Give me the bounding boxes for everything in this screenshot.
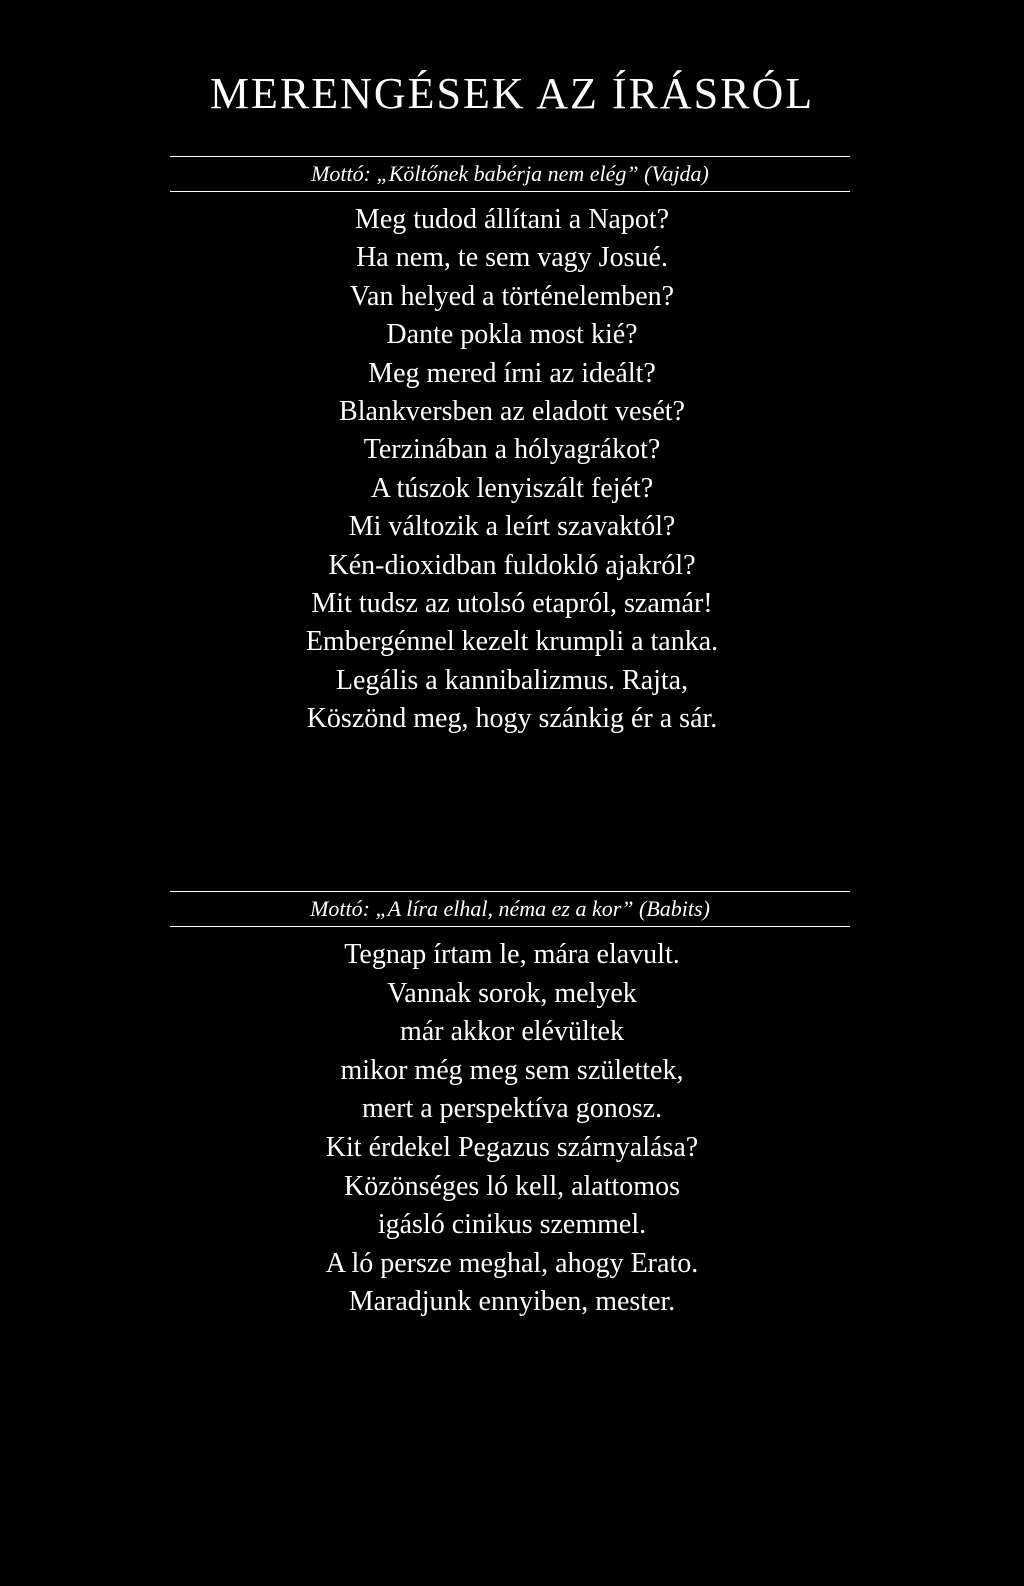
poem-line: Blankversben az eladott vesét? [339, 395, 685, 427]
poem-line: Közönséges ló kell, alattomos [344, 1170, 680, 1202]
poem-line: Köszönd meg, hogy szánkig ér a sár. [306, 703, 718, 735]
motto: Mottó: „A líra elhal, néma ez a kor” (Babits) [310, 896, 710, 921]
poem-line: Mi változik a leírt szavaktól? [348, 511, 676, 543]
poem-line: már akkor elévültek [400, 1016, 624, 1048]
poem-line: Ha nem, te sem vagy Josué. [356, 242, 668, 274]
poem-line: igásló cinikus szemmel. [377, 1209, 647, 1241]
poem-line: Meg mered írni az ideált? [368, 357, 656, 389]
poem-line: Kén-dioxidban fuldokló ajakról? [328, 549, 696, 581]
poem-line: Kit érdekel Pegazus szárnyalása? [325, 1131, 699, 1163]
poem-line: Tegnap írtam le, mára elavult. [344, 939, 680, 970]
poem-line: Mit tudsz az utolsó etapról, szamár! [311, 587, 713, 619]
poem-line: Legális a kannibalizmus. Rajta, [335, 664, 689, 696]
poem-line: Vannak sorok, melyek [387, 977, 637, 1009]
poem-line: Meg tudod állítani a Napot? [354, 204, 670, 235]
motto-block [170, 156, 850, 192]
poem-line: Van helyed a történelemben? [349, 280, 675, 312]
page-title: MERENGÉSEK AZ ÍRÁSRÓL [209, 69, 815, 118]
poem-line: Embergénnel kezelt krumpli a tanka. [305, 626, 719, 658]
motto-block [170, 891, 850, 927]
poem-line: Maradjunk ennyiben, mester. [348, 1286, 676, 1318]
poem-lines [0, 936, 1024, 1322]
poem-line: Terzinában a hólyagrákot? [363, 434, 661, 466]
poem-line: mikor még meg sem születtek, [340, 1054, 684, 1086]
poem-line: Dante pokla most kié? [386, 319, 638, 351]
bottom-rule [170, 926, 850, 927]
poem-line: A túszok lenyiszált fejét? [370, 472, 654, 504]
poem-line: A ló persze meghal, ahogy Erato. [325, 1247, 699, 1279]
poem-section-1 [0, 156, 1024, 738]
motto: Mottó: „Költőnek babérja nem elég” (Vajda) [311, 161, 709, 186]
poem-line: mert a perspektíva gonosz. [361, 1093, 663, 1125]
poem-section-2 [0, 891, 1024, 1322]
bottom-rule [170, 191, 850, 192]
poem-lines [0, 201, 1024, 738]
